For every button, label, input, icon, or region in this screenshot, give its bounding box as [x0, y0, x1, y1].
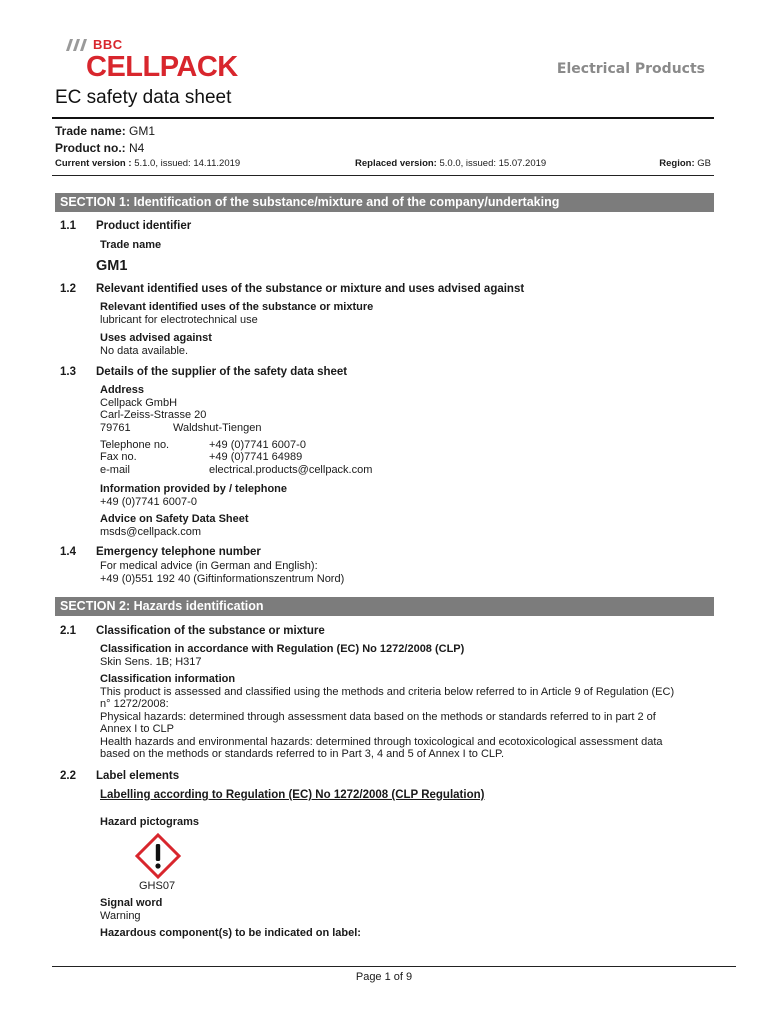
classification-info-block: [100, 673, 713, 761]
product-identifier-value: GM1: [96, 258, 128, 274]
section-2-header: SECTION 2: Hazards identification: [55, 597, 714, 616]
division-name: Electrical Products: [556, 61, 705, 77]
region-value: GB: [697, 158, 711, 169]
section-number: 1.3: [60, 366, 76, 378]
product-no-label: Product no.:: [55, 141, 126, 155]
field-label: Address: [100, 384, 145, 396]
email-link[interactable]: electrical.products@cellpack.com: [209, 464, 373, 476]
logo-bbc-text: BBC: [93, 36, 123, 52]
document-title: EC safety data sheet: [55, 87, 232, 108]
field-label: Uses advised against: [100, 332, 212, 344]
pictograms-block: [100, 816, 713, 829]
trade-name-value: GM1: [129, 124, 156, 138]
signal-word-block: [100, 897, 713, 922]
company-name: Cellpack GmbH: [100, 396, 178, 409]
paragraph-line: This product is assessed and classified using the methods and criteria below referred to in Article 9 of Regulation (EC): [100, 685, 675, 698]
pictogram-code: GHS07: [139, 880, 176, 892]
replaced-version: [355, 158, 546, 170]
current-version-value: 5.1.0, issued: 14.11.2019: [134, 158, 241, 169]
trade-name-line: [55, 124, 155, 138]
cellpack-logo: [62, 37, 272, 83]
subsection-heading: Details of the supplier of the safety data sheet: [96, 366, 348, 378]
footer-rule: [52, 966, 736, 967]
fax-label: Fax no.: [100, 451, 137, 463]
section-number: 1.2: [60, 283, 76, 295]
telephone-value: +49 (0)7741 6007-0: [209, 439, 306, 451]
subsection-heading: Product identifier: [96, 220, 192, 232]
slashes-icon: [62, 39, 90, 51]
fax-value: +49 (0)7741 64989: [209, 451, 303, 463]
header-rule: [52, 117, 714, 119]
hazardous-components-block: [100, 927, 713, 940]
labelling-heading: Labelling according to Regulation (EC) No 1272/2008 (CLP Regulation): [100, 789, 485, 801]
fax-row: [100, 451, 303, 464]
subsection-heading: Emergency telephone number: [96, 546, 261, 558]
zip-code: 79761: [100, 422, 131, 434]
clp-classification-block: [100, 643, 713, 668]
telephone-label: Telephone no.: [100, 439, 170, 451]
subsection-heading: Relevant identified uses of the substance or mixture and uses advised against: [96, 283, 525, 295]
paragraph-line: Annex I to CLP: [100, 723, 174, 735]
telephone-row: [100, 439, 306, 452]
section-number: 1.4: [60, 546, 76, 558]
current-version: [55, 158, 240, 170]
emergency-block: [100, 560, 713, 585]
meta-rule: [52, 175, 714, 176]
field-label: Signal word: [100, 897, 163, 909]
address-block: [100, 384, 713, 422]
paragraph-line: Health hazards and environmental hazards: determined through toxicological and ecotoxicological assessment data: [100, 735, 663, 748]
current-version-label: Current version :: [55, 158, 132, 169]
replaced-version-value: 5.0.0, issued: 15.07.2019: [439, 158, 547, 169]
field-label: Hazard pictograms: [100, 816, 200, 828]
field-value: No data available.: [100, 344, 189, 357]
product-no-value: N4: [129, 141, 145, 155]
field-value: lubricant for electrotechnical use: [100, 313, 258, 326]
city: Waldshut-Tiengen: [173, 422, 262, 434]
region-label: Region:: [659, 158, 695, 169]
paragraph-line: n° 1272/2008:: [100, 698, 169, 710]
zip-city-row: [100, 422, 262, 435]
emergency-line: +49 (0)551 192 40 (Giftinformationszentrum Nord): [100, 572, 345, 585]
advice-sds-block: [100, 513, 713, 538]
emergency-line: For medical advice (in German and English):: [100, 560, 318, 572]
trade-name-block: [100, 239, 713, 252]
trade-name-label: Trade name:: [55, 124, 126, 138]
email-row: [100, 464, 373, 477]
page-number: Page 1 of 9: [355, 971, 413, 983]
information-provided-block: [100, 483, 713, 508]
identified-uses-block: [100, 301, 713, 326]
field-label: Relevant identified uses of the substance or mixture: [100, 301, 374, 313]
subsection-heading: Label elements: [96, 770, 180, 782]
field-value: +49 (0)7741 6007-0: [100, 495, 197, 508]
field-label: Classification in accordance with Regulation (EC) No 1272/2008 (CLP): [100, 643, 465, 655]
section-number: 1.1: [60, 220, 76, 232]
product-no-line: [55, 141, 144, 155]
section-number: 2.2: [60, 770, 76, 782]
exclamation-hazard-icon: [135, 833, 181, 879]
uses-advised-against-block: [100, 332, 713, 357]
region: [659, 158, 711, 170]
field-label: Trade name: [100, 239, 162, 251]
field-value: Warning: [100, 909, 141, 922]
logo-cellpack-text: CELLPACK: [86, 51, 238, 83]
field-label: Information provided by / telephone: [100, 483, 288, 495]
street-address: Carl-Zeiss-Strasse 20: [100, 409, 207, 421]
paragraph-line: Physical hazards: determined through assessment data based on the methods or standards referred to in part 2 of: [100, 710, 656, 723]
advice-email-link[interactable]: msds@cellpack.com: [100, 525, 202, 538]
field-label: Classification information: [100, 673, 236, 685]
paragraph-line: based on the methods or standards referred to in Part 3, 4 and 5 of Annex I to CLP.: [100, 748, 504, 760]
field-label: Hazardous component(s) to be indicated on label:: [100, 927, 361, 939]
field-value: Skin Sens. 1B; H317: [100, 655, 202, 668]
section-number: 2.1: [60, 625, 76, 637]
section-1-header: SECTION 1: Identification of the substance/mixture and of the company/undertaking: [55, 193, 714, 212]
subsection-heading: Classification of the substance or mixture: [96, 625, 325, 637]
email-label: e-mail: [100, 464, 130, 476]
field-label: Advice on Safety Data Sheet: [100, 513, 249, 525]
replaced-version-label: Replaced version:: [355, 158, 437, 169]
